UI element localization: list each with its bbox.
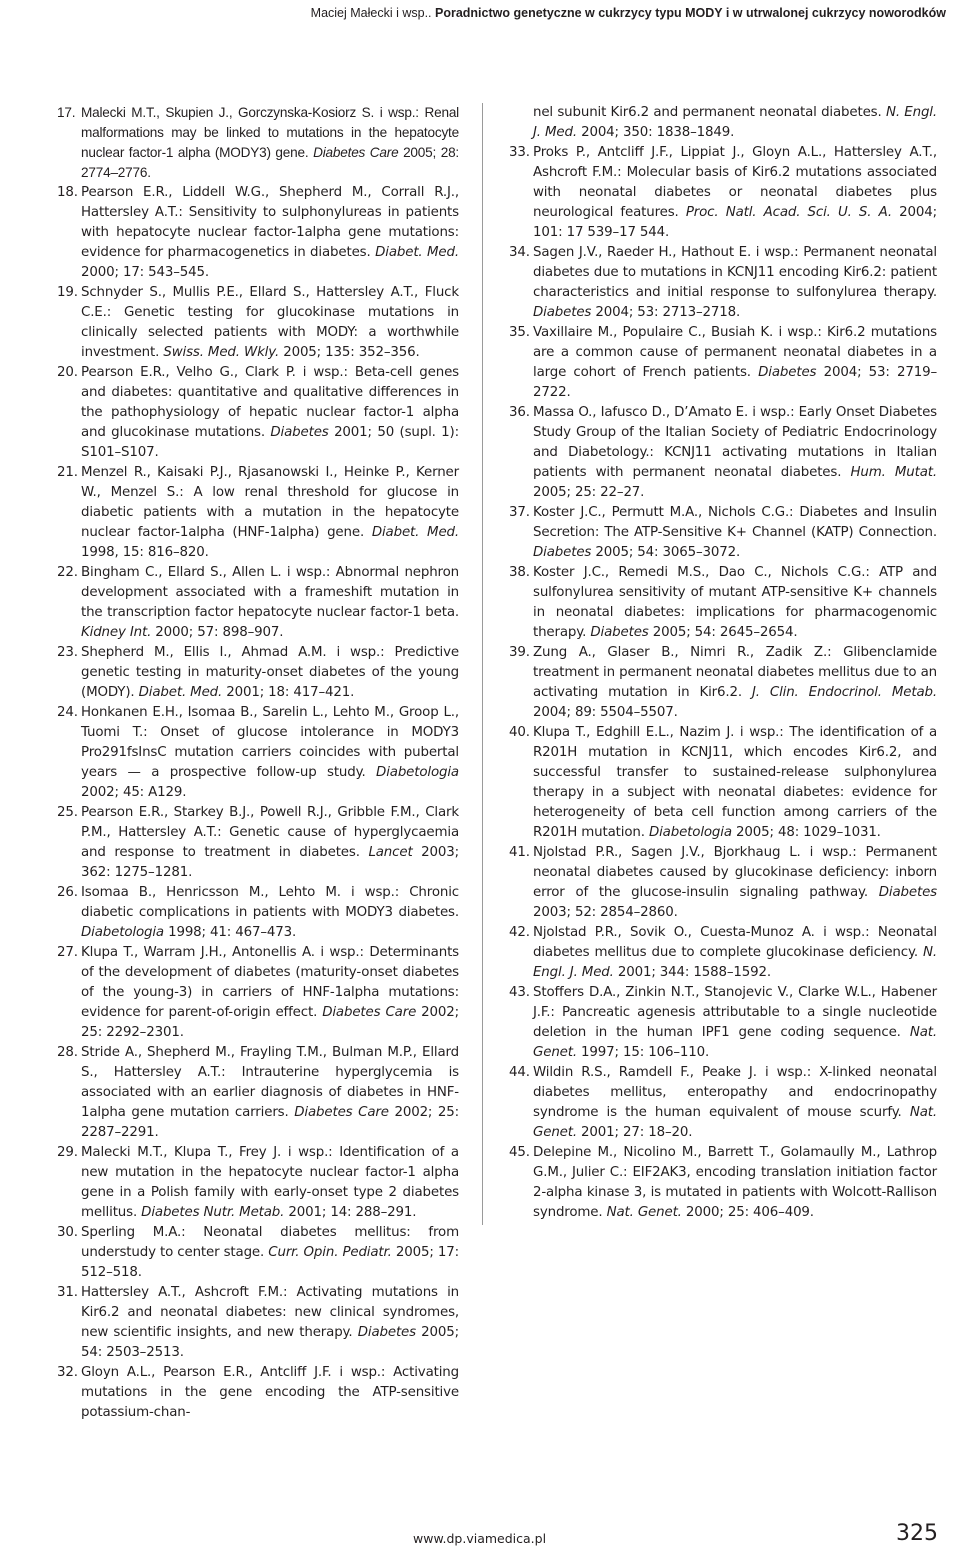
reference-text: Sagen J.V., Raeder H., Hathout E. i wsp.: Permanent neonatal diabetes due to mutations in KCNJ11 encoding Kir6.2: patient characteristics and initial response to sulfonylurea therapy. xyxy=(533,245,937,300)
reference-number: 33. xyxy=(509,145,530,160)
reference-text: 2004; 53: 2713–2718. xyxy=(591,305,741,320)
reference-number: 35. xyxy=(509,325,530,340)
reference-text: 2001; 14: 288–291. xyxy=(284,1205,417,1220)
reference-text: 2005; 17: 512–518. xyxy=(81,1245,459,1280)
reference-text: 1998, 15: 816–820. xyxy=(81,545,209,560)
reference-text: 2005; 54: 3065–3072. xyxy=(591,545,741,560)
reference-number: 26. xyxy=(57,885,78,900)
reference-journal: Diabetes xyxy=(533,545,592,560)
reference-text: Sperling M.A.: Neonatal diabetes mellitus: from understudy to center stage. xyxy=(81,1225,459,1260)
reference-journal: Diabet. Med. xyxy=(371,525,459,540)
reference-text: 2001; 27: 18–20. xyxy=(576,1125,693,1140)
reference-journal: Swiss. Med. Wkly. xyxy=(163,345,280,360)
reference-text: 2004; 89: 5504–5507. xyxy=(533,705,678,720)
reference-text: Zung A., Glaser B., Nimri R., Zadik Z.: Glibenclamide treatment in permanent neonatal diabetes mellitus due to an activating mutation in Kir6.2. xyxy=(533,645,937,700)
reference-number: 40. xyxy=(509,725,530,740)
reference-number: 39. xyxy=(509,645,530,660)
reference-journal: Diabetes xyxy=(533,305,592,320)
reference-item xyxy=(57,643,459,703)
reference-journal: Hum. Mutat. xyxy=(850,465,938,480)
reference-number: 18. xyxy=(57,185,78,200)
reference-text: Proks P., Antcliff J.F., Lippiat J., Gloyn A.L., Hattersley A.T., Ashcroft F.M.: Molecular basis of Kir6.2 mutations associated with neonatal diabetes or neonatal diabetes plus neurological features. xyxy=(533,145,937,220)
reference-journal: Proc. Natl. Acad. Sci. U. S. A. xyxy=(685,205,892,220)
reference-item xyxy=(57,1363,459,1423)
reference-journal: Nat. Genet. xyxy=(606,1205,682,1220)
reference-text: 2004; 101: 17 539–17 544. xyxy=(533,205,937,240)
reference-text: Menzel R., Kaisaki P.J., Rjasanowski I., Heinke P., Kerner W., Menzel S.: A low renal threshold for glucose in diabetic patients with a mutation in the hepatocyte nuclear factor-1alpha (HNF-1alpha) gene. xyxy=(81,465,459,540)
reference-text: Delepine M., Nicolino M., Barrett T., Golamaully M., Lathrop G.M., Julier C.: EIF2AK3, encoding translation initiation factor 2-alpha kinase 3, is mutated in patients with Wolcott-Rallison syndrome. xyxy=(533,1145,937,1220)
reference-item xyxy=(509,563,937,643)
reference-text: Koster J.C., Permutt M.A., Nichols C.G.: Diabetes and Insulin Secretion: The ATP-Sensitive K+ Channel (KATP) Connection. xyxy=(533,505,937,540)
reference-text: Malecki M.T., Skupien J., Gorczynska-Kosiorz S. i wsp.: Renal malformations may be linked to mutations in the hepatocyte nuclear factor-1 alpha (MODY3) gene. xyxy=(81,105,459,160)
reference-text: Isomaa B., Henricsson M., Lehto M. i wsp.: Chronic diabetic complications in patients with MODY3 diabetes. xyxy=(81,885,459,920)
reference-text: 2002; 45: A129. xyxy=(81,785,187,800)
reference-text: 2005; 25: 22–27. xyxy=(533,485,645,500)
reference-number: 31. xyxy=(57,1285,78,1300)
reference-journal: Diabetologia xyxy=(81,925,164,940)
reference-number: 43. xyxy=(509,985,530,1000)
reference-text: 2000; 25: 406–409. xyxy=(681,1205,814,1220)
reference-text: 2001; 18: 417–421. xyxy=(222,685,355,700)
reference-number: 38. xyxy=(509,565,530,580)
reference-journal: Diabetes Care xyxy=(294,1105,389,1120)
reference-item xyxy=(57,1143,459,1223)
reference-number: 30. xyxy=(57,1225,78,1240)
reference-item xyxy=(57,1283,459,1363)
reference-number: 44. xyxy=(509,1065,530,1080)
reference-text: Shepherd M., Ellis I., Ahmad A.M. i wsp.: Predictive genetic testing in maturity-onset diabetes of the young (MODY). xyxy=(81,645,459,700)
reference-journal: Diabetologia xyxy=(648,825,732,840)
reference-journal: N. Engl. J. Med. xyxy=(533,105,937,140)
reference-item xyxy=(509,243,937,323)
reference-item xyxy=(57,183,459,283)
reference-text: Koster J.C., Remedi M.S., Dao C., Nichols C.G.: ATP and sulfonylurea sensitivity of mutant ATP-sensitive K+ channels in neonatal diabetes: implications for pharmacogenomic therapy. xyxy=(533,565,937,640)
reference-text: Vaxillaire M., Populaire C., Busiah K. i wsp.: Kir6.2 mutations are a common cause of permanent neonatal diabetes in a large cohort of French patients. xyxy=(533,325,937,380)
reference-text: nel subunit Kir6.2 and permanent neonatal diabetes. xyxy=(533,105,886,120)
reference-journal: J. Clin. Endocrinol. Metab. xyxy=(751,685,937,700)
column-divider xyxy=(482,103,483,1225)
reference-text: Pearson E.R., Liddell W.G., Shepherd M., Corrall R.J., Hattersley A.T.: Sensitivity to sulphonylureas in patients with hepatocyte nuclear factor-1alpha gene mutations: evidence for pharmacogenetics in diabetes. xyxy=(81,185,459,260)
reference-item xyxy=(509,323,937,403)
reference-item xyxy=(57,463,459,563)
reference-journal: Diabetes xyxy=(590,625,649,640)
reference-number: 21. xyxy=(57,465,78,480)
reference-item xyxy=(509,723,937,843)
reference-journal: Nat. Genet. xyxy=(533,1025,937,1060)
reference-text: Schnyder S., Mullis P.E., Ellard S., Hattersley A.T., Fluck C.E.: Genetic testing for glucokinase mutations in clinically selected patients with MODY: a worthwhile investment. xyxy=(81,285,459,360)
reference-number: 45. xyxy=(509,1145,530,1160)
reference-text: 2003; 362: 1275–1281. xyxy=(81,845,459,880)
reference-number: 24. xyxy=(57,705,78,720)
reference-text: Klupa T., Edghill E.L., Nazim J. i wsp.: The identification of a R201H mutation in KCNJ11, which encodes Kir6.2, and successful transfer to sustained-release sulphonylurea therapy in a subject with neonatal diabetes: evidence for heterogeneity of beta cell function among carriers of the R201H mutation. xyxy=(533,725,937,840)
reference-number: 27. xyxy=(57,945,78,960)
reference-text: 2001; 50 (supl. 1): S101–S107. xyxy=(81,425,459,460)
reference-item xyxy=(57,103,459,183)
reference-text: 2004; 53: 2719–2722. xyxy=(533,365,937,400)
reference-number: 25. xyxy=(57,805,78,820)
footer-url[interactable]: www.dp.viamedica.pl xyxy=(413,1531,547,1546)
references-column-left xyxy=(57,103,459,1423)
reference-journal: Diabet. Med. xyxy=(138,685,223,700)
reference-number: 22. xyxy=(57,565,78,580)
reference-text: Pearson E.R., Velho G., Clark P. i wsp.: Beta-cell genes and diabetes: quantitative and qualitative differences in the pathophysiology of hepatic nuclear factor-1 alpha and glucokinase mutations. xyxy=(81,365,459,440)
reference-item xyxy=(509,923,937,983)
reference-item xyxy=(57,803,459,883)
reference-item xyxy=(57,943,459,1043)
reference-item xyxy=(57,563,459,643)
reference-journal: Diabetes xyxy=(878,885,937,900)
reference-journal: Diabetes xyxy=(758,365,817,380)
reference-item xyxy=(509,643,937,723)
reference-text: 2000; 57: 898–907. xyxy=(151,625,284,640)
reference-journal: N. Engl. J. Med. xyxy=(533,945,937,980)
reference-journal: Diabet. Med. xyxy=(375,245,459,260)
reference-text: Stride A., Shepherd M., Frayling T.M., Bulman M.P., Ellard S., Hattersley A.T.: Intrauterine hyperglycemia is associated with an earlier diagnosis of diabetes in HNF-1alpha gene mutation carriers. xyxy=(81,1045,459,1120)
reference-journal: Diabetes Care xyxy=(322,1005,417,1020)
reference-number: 19. xyxy=(57,285,78,300)
reference-journal: Diabetes Nutr. Metab. xyxy=(141,1205,285,1220)
reference-text: Gloyn A.L., Pearson E.R., Antcliff J.F. i wsp.: Activating mutations in the gene encoding the ATP-sensitive potassium-chan- xyxy=(81,1365,459,1420)
reference-item xyxy=(509,143,937,243)
reference-number: 29. xyxy=(57,1145,78,1160)
reference-journal: Diabetes xyxy=(357,1325,416,1340)
reference-text: 2004; 350: 1838–1849. xyxy=(576,125,735,140)
reference-item xyxy=(509,1063,937,1143)
reference-number: 17. xyxy=(57,105,76,120)
reference-item xyxy=(509,983,937,1063)
reference-text: 2005; 28: 2774–2776. xyxy=(81,145,460,180)
reference-text: Njolstad P.R., Sagen J.V., Bjorkhaug L. i wsp.: Permanent neonatal diabetes caused by glucokinase deficiency: inborn error of the glucose-insulin signaling pathway. xyxy=(533,845,937,900)
reference-text: Njolstad P.R., Sovik O., Cuesta-Munoz A. i wsp.: Neonatal diabetes mellitus due to complete glucokinase deficiency. xyxy=(533,925,937,960)
reference-number: 20. xyxy=(57,365,78,380)
header-title: Poradnictwo genetyczne w cukrzycy typu MODY i w utrwalonej cukrzycy noworodków xyxy=(435,6,946,20)
reference-item xyxy=(57,1043,459,1143)
reference-journal: Diabetologia xyxy=(376,765,459,780)
reference-number: 32. xyxy=(57,1365,78,1380)
reference-number: 41. xyxy=(509,845,530,860)
reference-text: 2001; 344: 1588–1592. xyxy=(613,965,771,980)
reference-item xyxy=(509,843,937,923)
reference-item xyxy=(57,363,459,463)
reference-number: 34. xyxy=(509,245,530,260)
reference-item xyxy=(509,403,937,503)
reference-text: Wildin R.S., Ramdell F., Peake J. i wsp.: X-linked neonatal diabetes mellitus, enteropathy and endocrinopathy syndrome is the human equivalent of mouse scurfy. xyxy=(533,1065,937,1120)
running-header: Maciej Małecki i wsp.. Poradnictwo genetyczne w cukrzycy typu MODY i w utrwalonej cukrzycy noworodków xyxy=(310,6,946,20)
reference-text: 2005; 48: 1029–1031. xyxy=(731,825,881,840)
reference-item xyxy=(57,883,459,943)
reference-text: 2002; 25: 2292–2301. xyxy=(81,1005,460,1040)
reference-text: Honkanen E.H., Isomaa B., Sarelin L., Lehto M., Groop L., Tuomi T.: Onset of glucose intolerance in MODY3 Pro291fsInsC mutation carriers coincides with pubertal years — a prospective follow-up study. xyxy=(81,705,459,780)
reference-text: 2005; 54: 2503–2513. xyxy=(81,1325,460,1360)
reference-item xyxy=(509,503,937,563)
reference-text: Massa O., Iafusco D., D’Amato E. i wsp.: Early Onset Diabetes Study Group of the Italian Society of Pediatric Endocrinology and Diabetology.: KCNJ11 activating mutations in Italian patients with permanent neonatal diabetes. xyxy=(533,405,937,480)
reference-journal: Kidney Int. xyxy=(81,625,152,640)
reference-item xyxy=(57,703,459,803)
reference-number: 37. xyxy=(509,505,530,520)
reference-text: 1997; 15: 106–110. xyxy=(576,1045,710,1060)
reference-number: 42. xyxy=(509,925,530,940)
header-authors: Maciej Małecki i wsp. xyxy=(310,6,429,20)
reference-text: Klupa T., Warram J.H., Antonellis A. i wsp.: Determinants of the development of diabetes (maturity-onset diabetes of the young-3) in carriers of HNF-1alpha mutations: evidence for parent-of-origin effect. xyxy=(81,945,459,1020)
reference-journal: Nat. Genet. xyxy=(533,1105,937,1140)
reference-text: 2002; 25: 2287–2291. xyxy=(81,1105,460,1140)
reference-text: 1998; 41: 467–473. xyxy=(163,925,297,940)
reference-number: 23. xyxy=(57,645,78,660)
reference-item xyxy=(57,1223,459,1283)
references-column-right xyxy=(509,103,937,1223)
reference-number: 28. xyxy=(57,1045,78,1060)
reference-item xyxy=(509,1143,937,1223)
reference-journal: Diabetes Care xyxy=(313,145,399,160)
page-number: 325 xyxy=(896,1521,938,1546)
reference-text: 2005; 54: 2645–2654. xyxy=(648,625,798,640)
reference-text: Hattersley A.T., Ashcroft F.M.: Activating mutations in Kir6.2 and neonatal diabetes: new clinical syndromes, new scientific insights, and new therapy. xyxy=(81,1285,459,1340)
reference-item xyxy=(57,283,459,363)
reference-text: Malecki M.T., Klupa T., Frey J. i wsp.: Identification of a new mutation in the hepatocyte nuclear factor-1 alpha gene in a Polish family with early-onset type 2 diabetes mellitus. xyxy=(81,1145,459,1220)
reference-text: Bingham C., Ellard S., Allen L. i wsp.: Abnormal nephron development associated with a frameshift mutation in the transcription factor hepatocyte nuclear factor-1 beta. xyxy=(81,565,459,620)
reference-journal: Lancet xyxy=(368,845,413,860)
reference-text: 2005; 135: 352–356. xyxy=(279,345,420,360)
reference-journal: Curr. Opin. Pediatr. xyxy=(268,1245,392,1260)
reference-text: Stoffers D.A., Zinkin N.T., Stanojevic V., Clarke W.L., Habener J.F.: Pancreatic agenesis attributable to a single nucleotide deletion in the human IPF1 gene coding sequence. xyxy=(533,985,937,1040)
reference-text: Pearson E.R., Starkey B.J., Powell R.J., Gribble F.M., Clark P.M., Hattersley A.T.: Genetic cause of hyperglycaemia and response to treatment in diabetes. xyxy=(81,805,459,860)
reference-text: 2003; 52: 2854–2860. xyxy=(533,905,678,920)
reference-number: 36. xyxy=(509,405,530,420)
reference-journal: Diabetes xyxy=(270,425,329,440)
reference-item xyxy=(509,103,937,143)
reference-text: 2000; 17: 543–545. xyxy=(81,265,210,280)
